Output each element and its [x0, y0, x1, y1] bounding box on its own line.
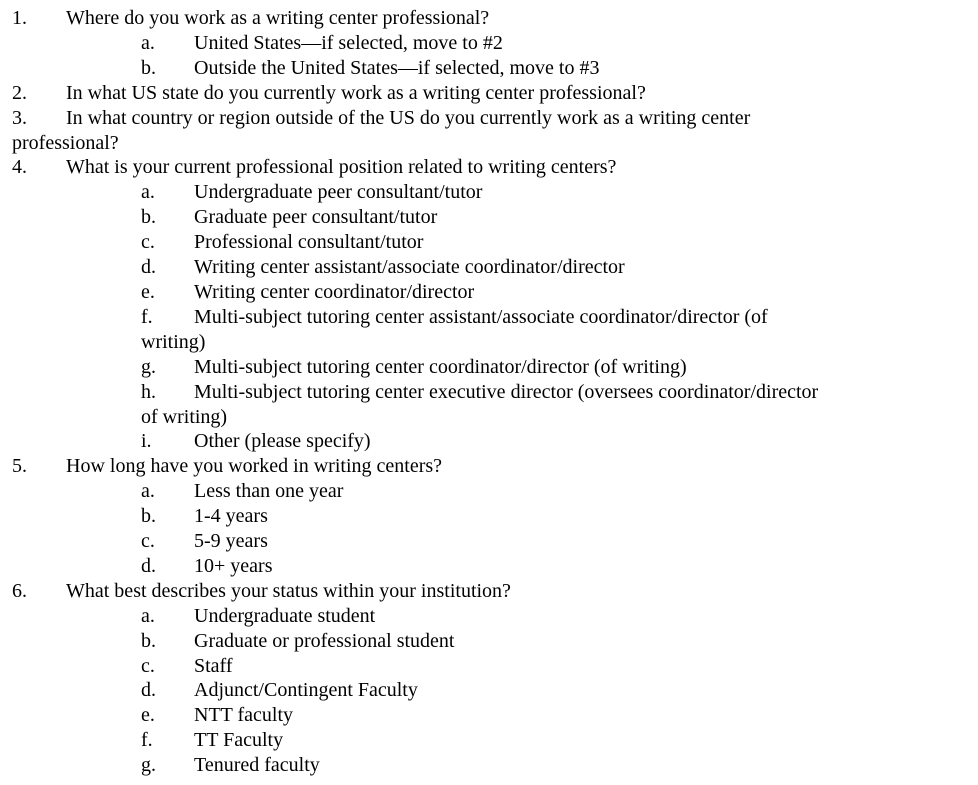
- option-letter: h.: [141, 380, 156, 403]
- option-item: [12, 604, 962, 629]
- option-letter: c.: [141, 530, 155, 553]
- question-number: 3.: [12, 106, 27, 129]
- option-text: Writing center assistant/associate coordinator/director: [194, 256, 625, 279]
- option-text: Writing center coordinator/director: [194, 280, 475, 303]
- option-item: [12, 255, 962, 280]
- option-letter: b.: [141, 56, 156, 79]
- question-6: [12, 579, 962, 604]
- option-item: [12, 205, 962, 230]
- question-text: In what US state do you currently work as a writing center professional?: [66, 81, 646, 104]
- question-number: 6.: [12, 579, 27, 602]
- question-5: [12, 454, 962, 479]
- option-item: [12, 703, 962, 728]
- option-letter: b.: [141, 505, 156, 528]
- question-number: 4.: [12, 156, 27, 179]
- option-text: Graduate peer consultant/tutor: [194, 206, 438, 229]
- question-3: [12, 106, 812, 156]
- option-item: [12, 355, 962, 380]
- option-item: [12, 678, 962, 703]
- option-letter: c.: [141, 654, 155, 677]
- question-text: How long have you worked in writing centers?: [66, 455, 443, 478]
- option-letter: i.: [141, 430, 152, 453]
- question-text: What is your current professional position related to writing centers?: [66, 156, 617, 179]
- option-text: United States—if selected, move to #2: [194, 31, 503, 54]
- option-text: Multi-subject tutoring center coordinator/director (of writing): [194, 355, 687, 378]
- option-letter: f.: [141, 305, 153, 328]
- option-letter: e.: [141, 704, 155, 727]
- question-number: 5.: [12, 455, 27, 478]
- question-4: [12, 155, 962, 180]
- option-item: [12, 280, 962, 305]
- option-letter: f.: [141, 729, 153, 752]
- option-letter: d.: [141, 256, 156, 279]
- question-1-options: [12, 31, 962, 81]
- question-1: [12, 6, 962, 31]
- question-2: [12, 81, 962, 106]
- question-4-options: [12, 180, 962, 454]
- question-number: 2.: [12, 81, 27, 104]
- option-letter: g.: [141, 355, 156, 378]
- option-text: 10+ years: [194, 554, 273, 577]
- option-item: [12, 56, 962, 81]
- option-item: [12, 504, 962, 529]
- option-item: [12, 753, 962, 778]
- option-text: Multi-subject tutoring center assistant/associate coordinator/director (of writing): [141, 305, 768, 353]
- option-item: [12, 529, 962, 554]
- survey-document: [12, 6, 962, 778]
- option-text: TT Faculty: [194, 729, 284, 752]
- option-text: Adjunct/Contingent Faculty: [194, 679, 418, 702]
- option-letter: e.: [141, 280, 155, 303]
- option-text: Other (please specify): [194, 430, 371, 453]
- option-letter: a.: [141, 31, 155, 54]
- option-text: Professional consultant/tutor: [194, 231, 424, 254]
- question-number: 1.: [12, 7, 27, 29]
- option-text: Undergraduate peer consultant/tutor: [194, 181, 483, 204]
- option-item: [12, 305, 831, 355]
- option-item: [12, 654, 962, 679]
- question-6-options: [12, 604, 962, 778]
- option-letter: b.: [141, 629, 156, 652]
- option-item: [12, 554, 962, 579]
- option-text: Multi-subject tutoring center executive director (oversees coordinator/director of writing): [141, 380, 819, 428]
- option-text: 5-9 years: [194, 530, 268, 553]
- option-item: [12, 31, 962, 56]
- option-item: [12, 180, 962, 205]
- option-letter: b.: [141, 206, 156, 229]
- option-letter: a.: [141, 480, 155, 503]
- option-text: Undergraduate student: [194, 604, 376, 627]
- question-text: Where do you work as a writing center professional?: [66, 7, 490, 29]
- question-5-options: [12, 479, 962, 579]
- option-letter: d.: [141, 679, 156, 702]
- option-item: [12, 728, 962, 753]
- option-text: Graduate or professional student: [194, 629, 455, 652]
- option-letter: d.: [141, 554, 156, 577]
- option-item: [12, 429, 962, 454]
- option-item: [12, 629, 962, 654]
- question-text: What best describes your status within your institution?: [66, 579, 511, 602]
- option-text: Outside the United States—if selected, move to #3: [194, 56, 600, 79]
- option-letter: a.: [141, 604, 155, 627]
- option-item: [12, 479, 962, 504]
- option-letter: g.: [141, 754, 156, 777]
- option-item: [12, 380, 831, 430]
- option-letter: a.: [141, 181, 155, 204]
- option-text: Less than one year: [194, 480, 344, 503]
- option-item: [12, 230, 962, 255]
- question-text: In what country or region outside of the US do you currently work as a writing center professional?: [12, 106, 751, 154]
- option-text: NTT faculty: [194, 704, 294, 727]
- option-letter: c.: [141, 231, 155, 254]
- option-text: Staff: [194, 654, 233, 677]
- option-text: Tenured faculty: [194, 754, 320, 777]
- option-text: 1-4 years: [194, 505, 268, 528]
